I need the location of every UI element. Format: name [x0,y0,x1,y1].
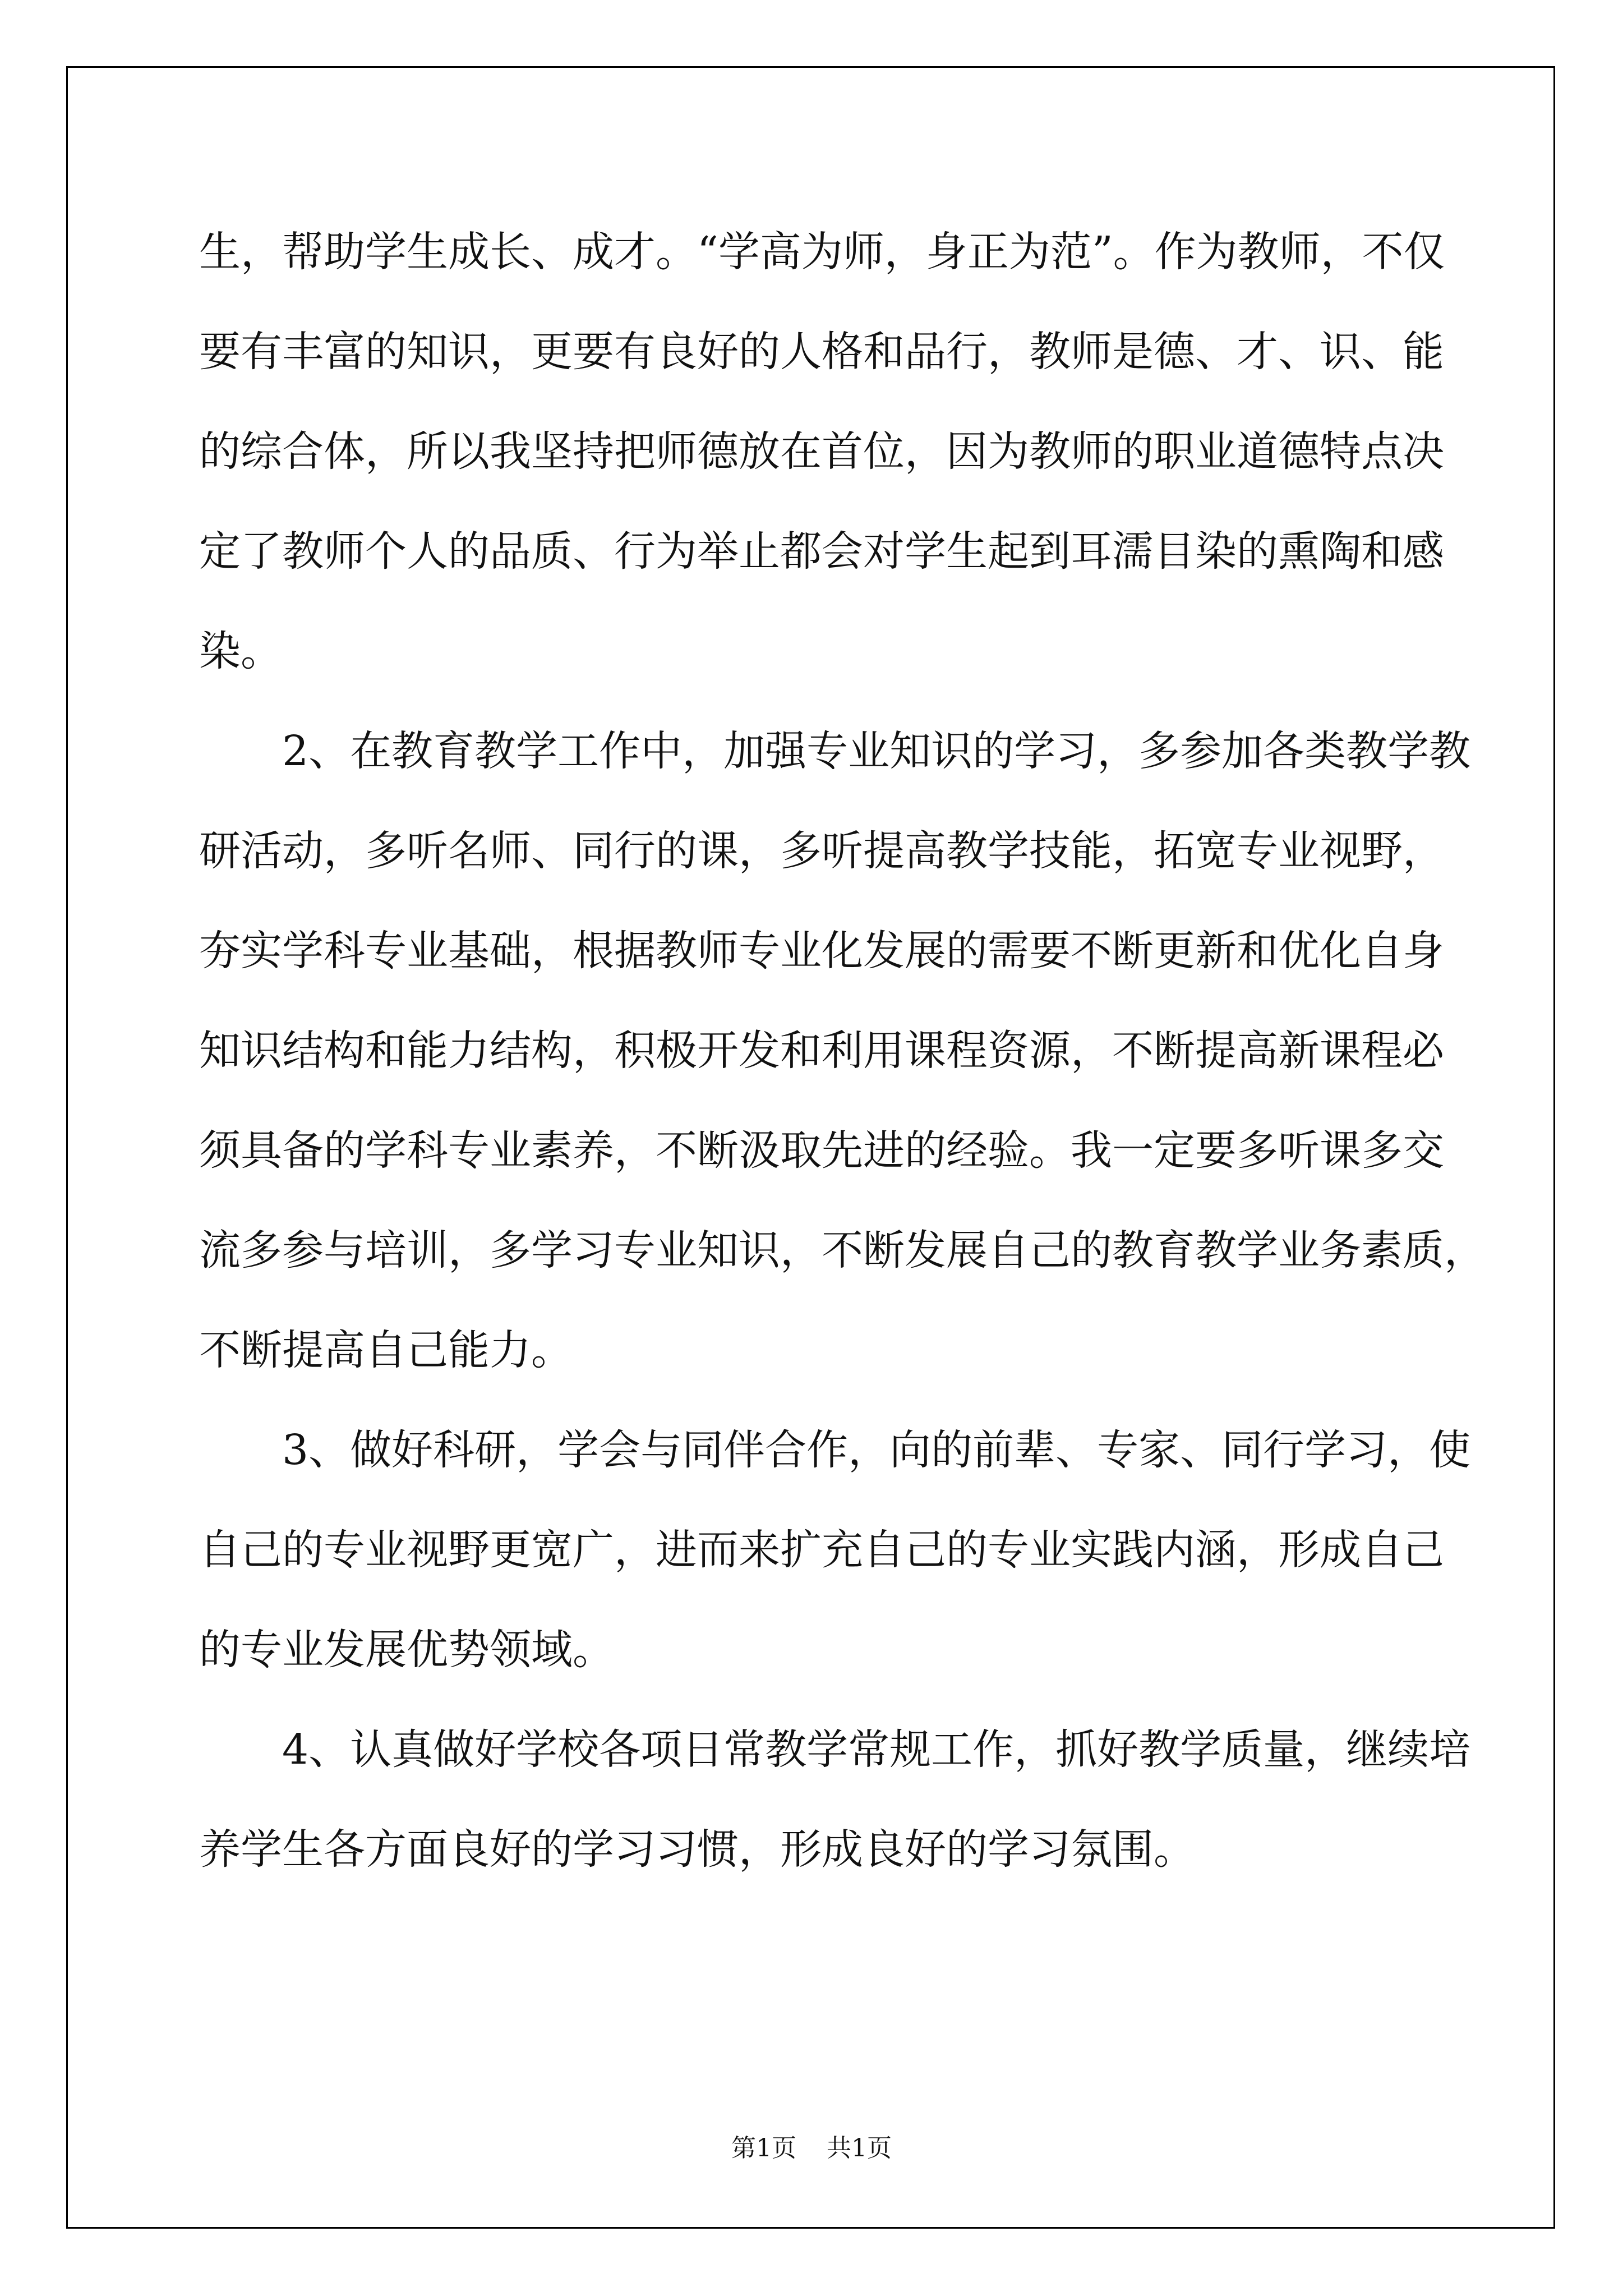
text-line: 研活动，多听名师、同行的课，多听提高教学技能，拓宽专业视野， [199,827,1444,875]
text-line: 自己的专业视野更宽广，进而来扩充自己的专业实践内涵，形成自己 [199,1526,1444,1574]
page-total: 共1页 [827,2134,892,2162]
text-line: 生，帮助学生成长、成才。“学高为师，身正为范”。作为教师，不仅 [199,228,1445,276]
text-line: 3、做好科研，学会与同伴合作，向的前辈、专家、同行学习，使 [282,1426,1471,1474]
text-line: 知识结构和能力结构，积极开发和利用课程资源，不断提高新课程必 [199,1027,1444,1075]
text-line: 的专业发展优势领域。 [199,1626,614,1674]
page-footer [0,2132,1623,2165]
text-line: 养学生各方面良好的学习习惯，形成良好的学习氛围。 [199,1825,1195,1874]
document-body [199,202,1486,1899]
text-line: 染。 [199,627,282,675]
text-line: 流多参与培训，多学习专业知识，不断发展自己的教育教学业务素质， [199,1226,1486,1274]
text-line: 2、在教育教学工作中，加强专业知识的学习，多参加各类教学教 [282,727,1471,775]
text-line: 4、认真做好学校各项日常教学常规工作，抓好教学质量，继续培 [282,1726,1471,1774]
text-line: 须具备的学科专业素养，不断汲取先进的经验。我一定要多听课多交 [199,1126,1444,1175]
text-line: 定了教师个人的品质、行为举止都会对学生起到耳濡目染的熏陶和感 [199,527,1444,576]
page-number: 第1页 [731,2134,796,2162]
text-line: 的综合体，所以我坚持把师德放在首位，因为教师的职业道德特点决 [199,427,1444,476]
text-line: 夯实学科专业基础，根据教师专业化发展的需要不断更新和优化自身 [199,927,1444,975]
text-line: 不断提高自己能力。 [199,1326,573,1374]
text-line: 要有丰富的知识，更要有良好的人格和品行，教师是德、才、识、能 [199,328,1444,376]
